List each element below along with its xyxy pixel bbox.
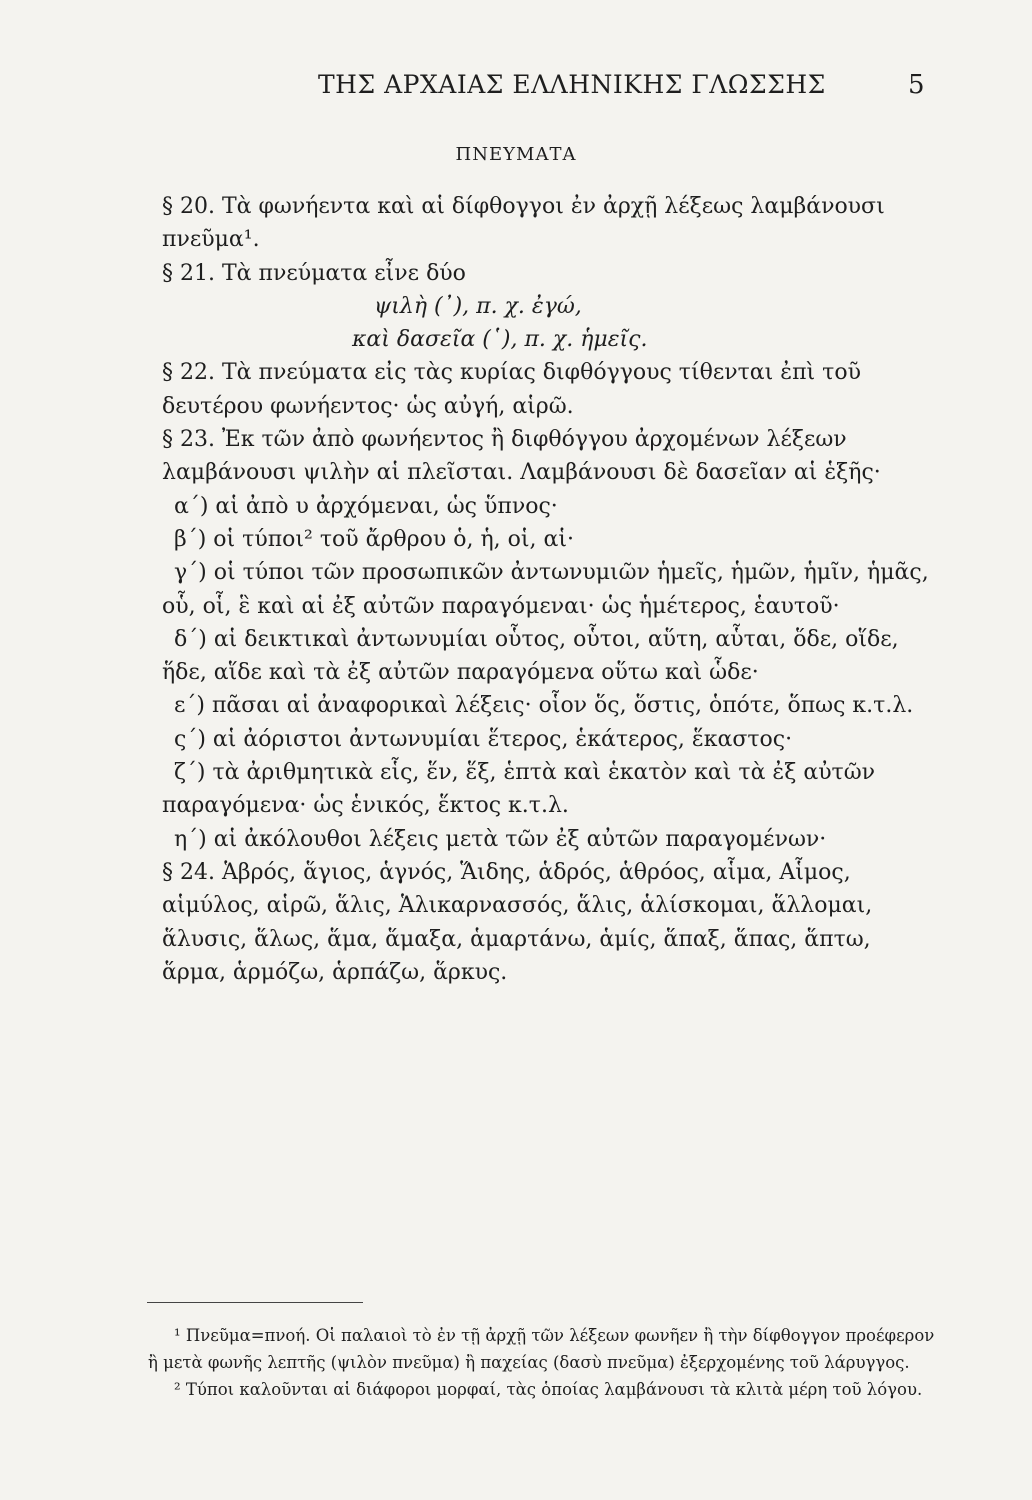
section-title: ΠΝΕΥΜΑΤΑ [455,144,577,165]
paragraph-24: § 24. Ἁβρός, ἅγιος, ἁγνός, Ἅιδης, ἁδρός, ἁθρόος, αἷμα, Αἷμος, αἱμύλος, αἱρῶ, ἅλις, Ἁλικαρνασσός, ἅλις, ἁλίσκομαι, ἅλλομαι, ἅλυσις, ἅλως, ἅμα, ἅμαξα, ἁμαρτάνω, ἁμίς, ἅπαξ, ἅπας, ἅπτω, ἅρμα, ἁρμόζω, ἁρπάζω, ἅρκυς. [162,859,873,985]
paragraph-22: § 22. Τὰ πνεύματα εἰς τὰς κυρίας διφθόγγους τίθενται ἐπὶ τοῦ δευτέρου φωνήεντος· ὡς αὐγή, αἱρῶ. [162,360,861,419]
list-item-h: η΄) αἱ ἀκόλουθοι λέξεις μετὰ τῶν ἐξ αὐτῶν παραγομένων· [174,826,827,852]
list-item-f: ς΄) αἱ ἀόριστοι ἀντωνυμίαι ἕτερος, ἑκάτερος, ἕκαστος· [174,726,793,752]
paragraph-23: § 23. Ἐκ τῶν ἀπὸ φωνήεντος ἢ διφθόγγου ἀρχομένων λέξεων λαμβάνουσι ψιλὴν αἱ πλεῖσται. Λαμβάνουσι δὲ δασεῖαν αἱ ἑξῆς· [162,427,881,486]
running-header [0,70,1032,110]
list-item-e: ε΄) πᾶσαι αἱ ἀναφορικαὶ λέξεις· οἷον ὅς, ὅστις, ὁπότε, ὅπως κ.τ.λ. [174,693,914,719]
running-header-title: ΤΗΣ ΑΡΧΑΙΑΣ ΕΛΛΗΝΙΚΗΣ ΓΛΩΣΣΗΣ [318,70,826,99]
paragraph-21-daseia: καὶ δασεῖα (῾), π. χ. ἡμεῖς. [352,327,648,353]
footnote-2: ² Τύποι καλοῦνται αἱ διάφοροι μορφαί, τὰς ὁποίας λαμβάνουσι τὰ κλιτὰ μέρη τοῦ λόγου. [174,1380,923,1399]
footnote-1: ¹ Πνεῦμα=πνοή. Οἱ παλαιοὶ τὸ ἐν τῇ ἀρχῇ τῶν λέξεων φωνῆεν ἢ τὴν δίφθογγον προέφερον ἢ μετὰ φωνῆς λεπτῆς (ψιλὸν πνεῦμα) ἢ παχείας (δασὺ πνεῦμα) ἐξερχομένης τοῦ λάρυγγος. [148,1326,935,1372]
list-item-c: γ΄) οἱ τύποι τῶν προσωπικῶν ἀντωνυμιῶν ἡμεῖς, ἡμῶν, ἡμῖν, ἡμᾶς, οὗ, οἷ, ἓ καὶ αἱ ἐξ αὐτῶν παραγόμεναι· ὡς ἡμέτερος, ἑαυτοῦ· [162,560,929,619]
list-item-g: ζ΄) τὰ ἀριθμητικὰ εἷς, ἕν, ἕξ, ἑπτὰ καὶ ἑκατὸν καὶ τὰ ἐξ αὐτῶν παραγόμενα· ὡς ἑνικός, ἕκτος κ.τ.λ. [162,760,876,819]
footnotes [148,1322,938,1403]
list-item-a: α΄) αἱ ἀπὸ υ ἀρχόμεναι, ὡς ὕπνος· [174,493,558,519]
footnote-divider [147,1302,363,1303]
body-text [162,190,932,989]
list-item-d: δ΄) αἱ δεικτικαὶ ἀντωνυμίαι οὗτος, οὗτοι, αὕτη, αὗται, ὅδε, οἵδε, ἥδε, αἵδε καὶ τὰ ἐξ αὐτῶν παραγόμενα οὕτω καὶ ὧδε· [162,626,899,686]
list-item-b: β΄) οἱ τύποι² τοῦ ἄρθρου ὁ, ἡ, οἱ, αἱ· [174,526,574,552]
paragraph-21: § 21. Τὰ πνεύματα εἶνε δύο [162,260,466,286]
page-number: 5 [908,70,925,100]
paragraph-20: § 20. Τὰ φωνήεντα καὶ αἱ δίφθογγοι ἐν ἀρχῇ λέξεως λαμβάνουσι πνεῦμα¹. [162,194,885,253]
paragraph-21-psili: ψιλὴ (᾿), π. χ. ἐγώ, [374,293,582,319]
